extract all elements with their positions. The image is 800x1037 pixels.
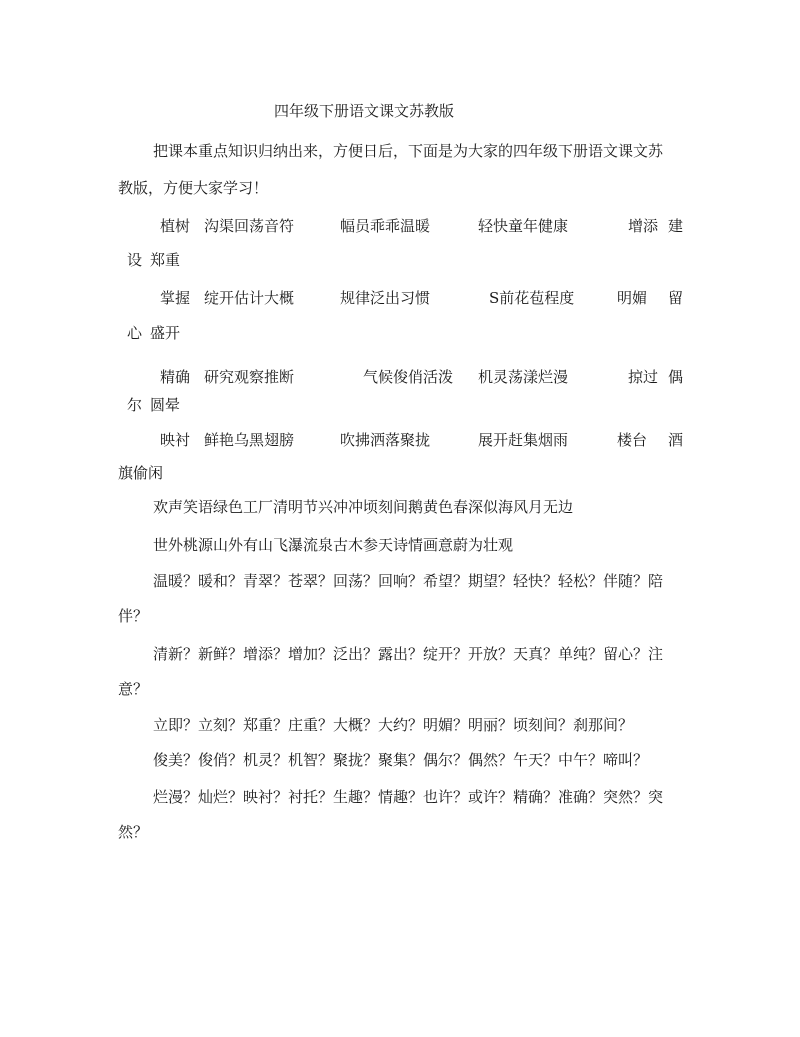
- phrase-line: 欢声笑语绿色工厂清明节兴冲冲顷刻间鹅黄色春深似海风月无边: [153, 498, 574, 516]
- vocab-word: 郑重: [150, 251, 181, 269]
- vocab-word: 植树: [160, 217, 191, 235]
- vocab-word: 设: [127, 251, 143, 269]
- synonym-line: 伴？: [118, 607, 149, 625]
- vocab-word: S前花苞程度: [489, 289, 575, 307]
- vocab-word: 气候俊俏活泼: [363, 368, 454, 386]
- vocab-word: 建: [668, 217, 684, 235]
- vocab-word: 规律泛出习惯: [340, 289, 431, 307]
- vocab-word: 展开赶集烟雨: [478, 431, 569, 449]
- vocab-word: 增添: [628, 217, 659, 235]
- synonym-line: 清新？新鲜？增添？增加？泛出？露出？绽开？开放？天真？单纯？留心？注: [153, 645, 664, 663]
- vocab-word: 沟渠回荡音符: [204, 217, 295, 235]
- vocab-word: 盛开: [150, 324, 181, 342]
- vocab-word: 明媚: [617, 289, 648, 307]
- synonym-line: 俊美？俊俏？机灵？机智？聚拢？聚集？偶尔？偶然？午天？中午？啼叫？: [153, 751, 649, 769]
- synonym-line: 温暖？暖和？青翠？苍翠？回荡？回响？希望？期望？轻快？轻松？伴随？陪: [153, 572, 664, 590]
- vocab-word: 圆晕: [150, 396, 181, 414]
- vocab-word: 尔: [127, 396, 143, 414]
- vocab-word: 楼台: [617, 431, 648, 449]
- vocab-word: 留: [668, 289, 684, 307]
- synonym-line: 然？: [118, 823, 149, 841]
- intro-line-2: 教版，方便大家学习！: [118, 179, 269, 197]
- phrase-line: 世外桃源山外有山飞瀑流泉古木参天诗情画意蔚为壮观: [153, 536, 514, 554]
- vocab-word: 轻快童年健康: [478, 217, 569, 235]
- vocab-word: 研究观察推断: [204, 368, 295, 386]
- synonym-line: 烂漫？灿烂？映衬？衬托？生趣？情趣？也许？或许？精确？准确？突然？突: [153, 788, 664, 806]
- vocab-word: 掌握: [160, 289, 191, 307]
- vocab-word: 绽开估计大概: [204, 289, 295, 307]
- vocab-word: 机灵荡漾烂漫: [478, 368, 569, 386]
- synonym-line: 立即？立刻？郑重？庄重？大概？大约？明媚？明丽？顷刻间？刹那间？: [153, 716, 634, 734]
- vocab-word: 掠过: [628, 368, 659, 386]
- vocab-word: 映衬: [160, 431, 191, 449]
- vocab-word: 精确: [160, 368, 191, 386]
- synonym-line: 意？: [118, 680, 149, 698]
- intro-line-1: 把课本重点知识归纳出来，方便日后，下面是为大家的四年级下册语文课文苏: [153, 142, 664, 160]
- vocab-word: 吹拂洒落聚拢: [340, 431, 431, 449]
- vocab-word: 偶: [668, 368, 684, 386]
- vocab-word: 旗偷闲: [118, 464, 164, 482]
- page-title: 四年级下册语文课文苏教版: [274, 102, 455, 120]
- vocab-word: 鲜艳乌黑翅膀: [204, 431, 295, 449]
- vocab-word: 酒: [668, 431, 684, 449]
- vocab-word: 心: [127, 324, 143, 342]
- vocab-word: 幅员乖乖温暖: [340, 217, 431, 235]
